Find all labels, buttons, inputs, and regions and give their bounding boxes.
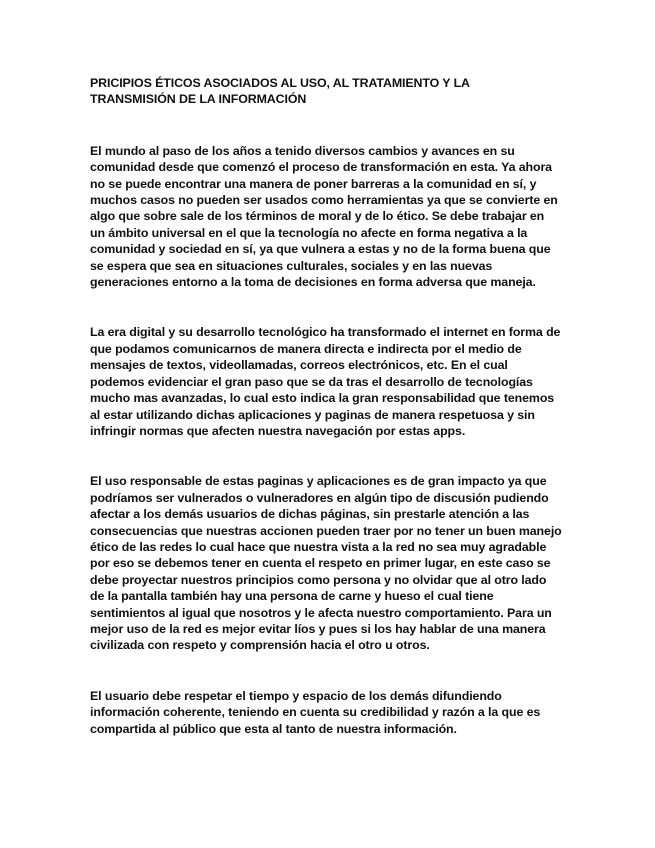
paragraph-3: El uso responsable de estas paginas y aplicaciones es de gran impacto ya que podríamos ser vulnerados o vulneradores en algún tipo de discusión pudiendo afectar a los demás usuarios de dichas páginas, sin prestarle atención a las consecuencias que nuestras accionen pueden traer por no tener un buen manejo ético de las redes lo cual hace que nuestra vista a la red no sea muy agradable por eso se debemos tener en cuenta el respeto en primer lugar, en este caso se debe proyectar nuestros principios como persona y no olvidar que al otro lado de la pantalla también hay una persona de carne y hueso el cual tiene sentimientos al igual que nosotros y le afecta nuestro comportamiento. Para un mejor uso de la red es mejor evitar líos y pues si los hay hablar de una manera civilizada con respeto y comprensión hacia el otro u otros. [90, 474, 562, 653]
document-title: PRICIPIOS ÉTICOS ASOCIADOS AL USO, AL TRATAMIENTO Y LA TRANSMISIÓN DE LA INFORMACIÓN [90, 76, 470, 107]
paragraph-4: El usuario debe respetar el tiempo y espacio de los demás difundiendo información coherente, teniendo en cuenta su credibilidad y razón a la que es compartida al público que esta al tanto de nuestra información. [90, 688, 541, 736]
document-page [90, 75, 562, 771]
paragraph-1: El mundo al paso de los años a tenido diversos cambios y avances en su comunidad desde que comenzó el proceso de transformación en esta. Ya ahora no se puede encontrar una manera de poner barreras a la comunidad en sí, y muchos casos no pueden ser usados como herramientas ya que se convierte en algo que sobre sale de los términos de moral y de lo ético. Se debe trabajar en un ámbito universal en el que la tecnología no afecte en forma negativa a la comunidad y sociedad en sí, ya que vulnera a estas y no de la forma buena que se espera que sea en situaciones culturales, sociales y en las nuevas generaciones entorno a la toma de decisiones en forma adversa que maneja. [90, 143, 558, 290]
paragraph-2: La era digital y su desarrollo tecnológico ha transformado el internet en forma de que podamos comunicarnos de manera directa e indirecta por el medio de mensajes de textos, videollamadas, correos electrónicos, etc. En el cual podemos evidenciar el gran paso que se da tras el desarrollo de tecnologías mucho mas avanzadas, lo cual esto indica la gran responsabilidad que tenemos al estar utilizando dichas aplicaciones y paginas de manera respetuosa y sin infringir normas que afecten nuestra navegación por estas apps. [90, 325, 561, 438]
